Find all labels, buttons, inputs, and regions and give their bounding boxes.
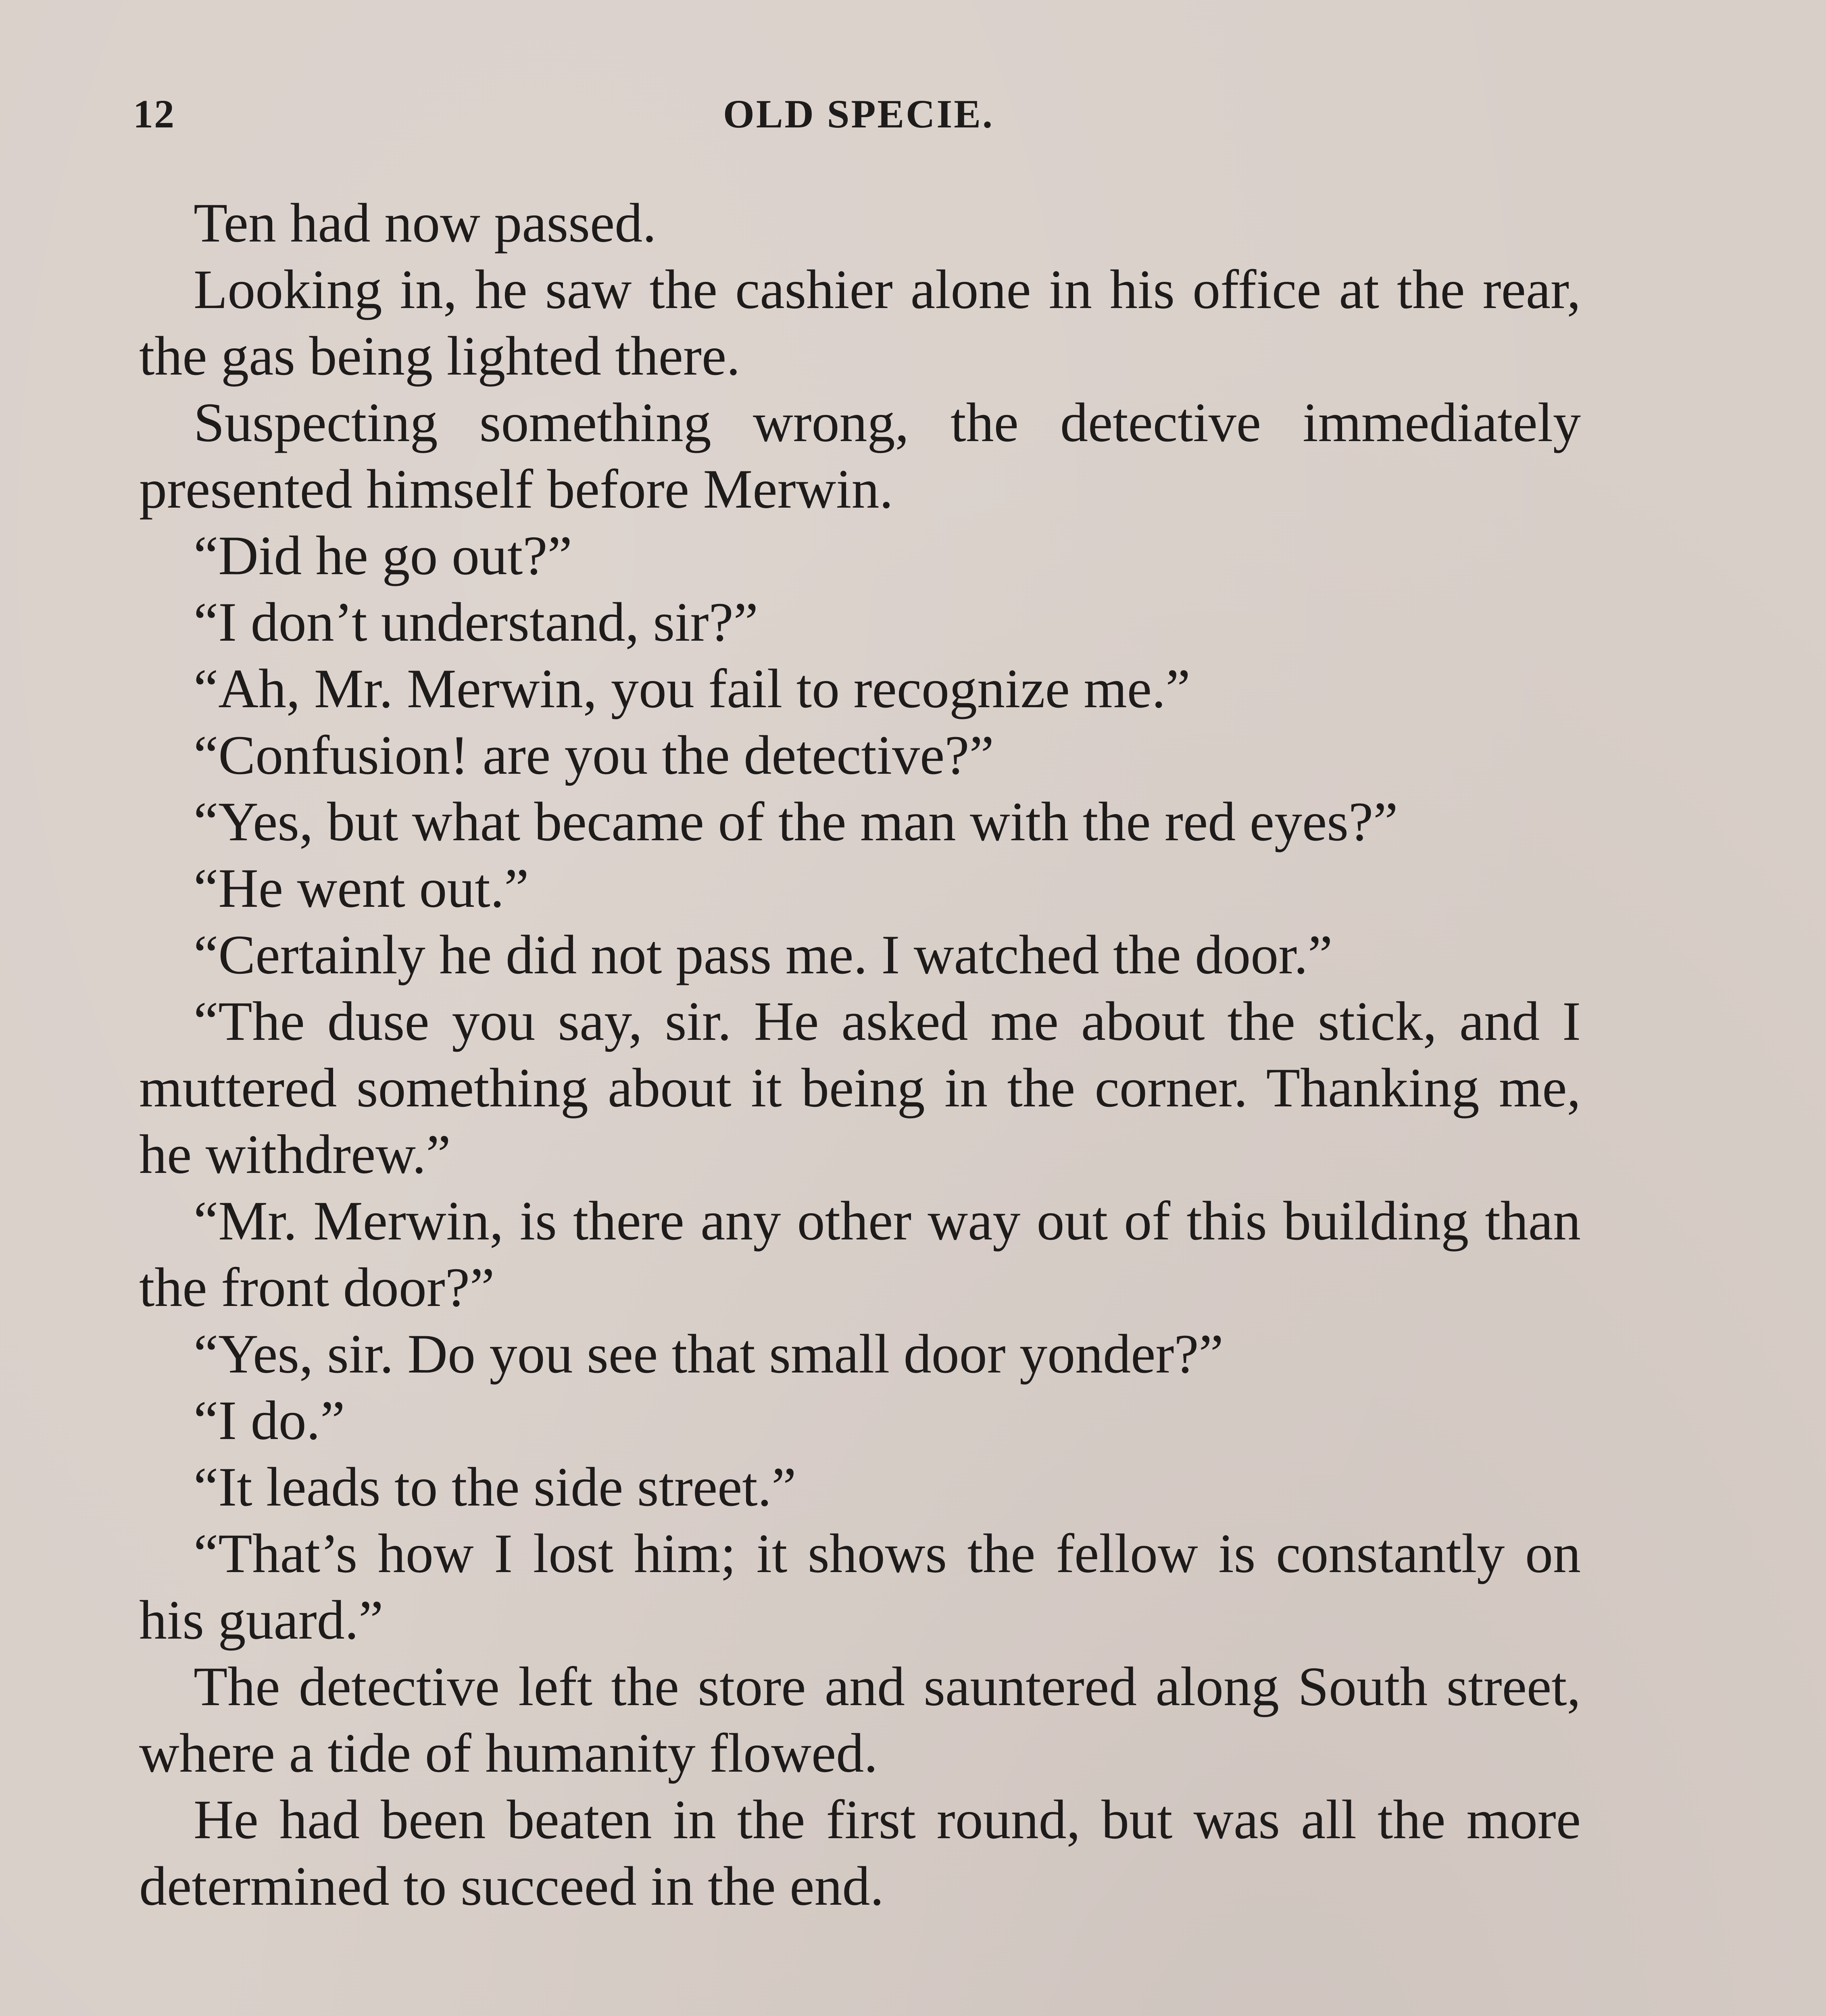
- body-text: [139, 190, 1581, 1919]
- paragraph: “The duse you say, sir. He asked me about the stick, and I muttered something about it being in the corner. Thanking me, he withdrew.”: [139, 990, 1581, 1185]
- paragraph: Suspecting something wrong, the detective immediately presented himself before Merwin.: [139, 392, 1581, 520]
- paragraph: “Mr. Merwin, is there any other way out of this building than the front door?”: [139, 1190, 1581, 1318]
- paragraph: “Did he go out?”: [194, 525, 572, 586]
- paragraph: “I do.”: [194, 1389, 345, 1451]
- paragraph: Ten had now passed.: [194, 192, 657, 254]
- paragraph: “That’s how I lost him; it shows the fellow is constantly on his guard.”: [139, 1522, 1581, 1651]
- paragraph: “I don’t understand, sir?”: [194, 591, 759, 653]
- paragraph: “Yes, sir. Do you see that small door yonder?”: [194, 1323, 1224, 1385]
- paragraph: “Ah, Mr. Merwin, you fail to recognize me.”: [194, 658, 1190, 719]
- paragraph: “Certainly he did not pass me. I watched the door.”: [194, 924, 1333, 985]
- paragraph: “It leads to the side street.”: [194, 1456, 796, 1518]
- paragraph: “Confusion! are you the detective?”: [194, 724, 994, 786]
- paragraph: He had been beaten in the first round, but was all the more determined to succeed in the end.: [139, 1789, 1581, 1917]
- paragraph: Looking in, he saw the cashier alone in his office at the rear, the gas being lighted there.: [139, 258, 1581, 387]
- book-title: OLD SPECIE.: [723, 92, 994, 136]
- paragraph: “He went out.”: [194, 857, 529, 919]
- paragraph: “Yes, but what became of the man with the red eyes?”: [194, 791, 1398, 852]
- paragraph: The detective left the store and sauntered along South street, where a tide of humanity flowed.: [139, 1656, 1581, 1784]
- running-head: [133, 91, 1584, 147]
- page-number: 12: [133, 92, 175, 136]
